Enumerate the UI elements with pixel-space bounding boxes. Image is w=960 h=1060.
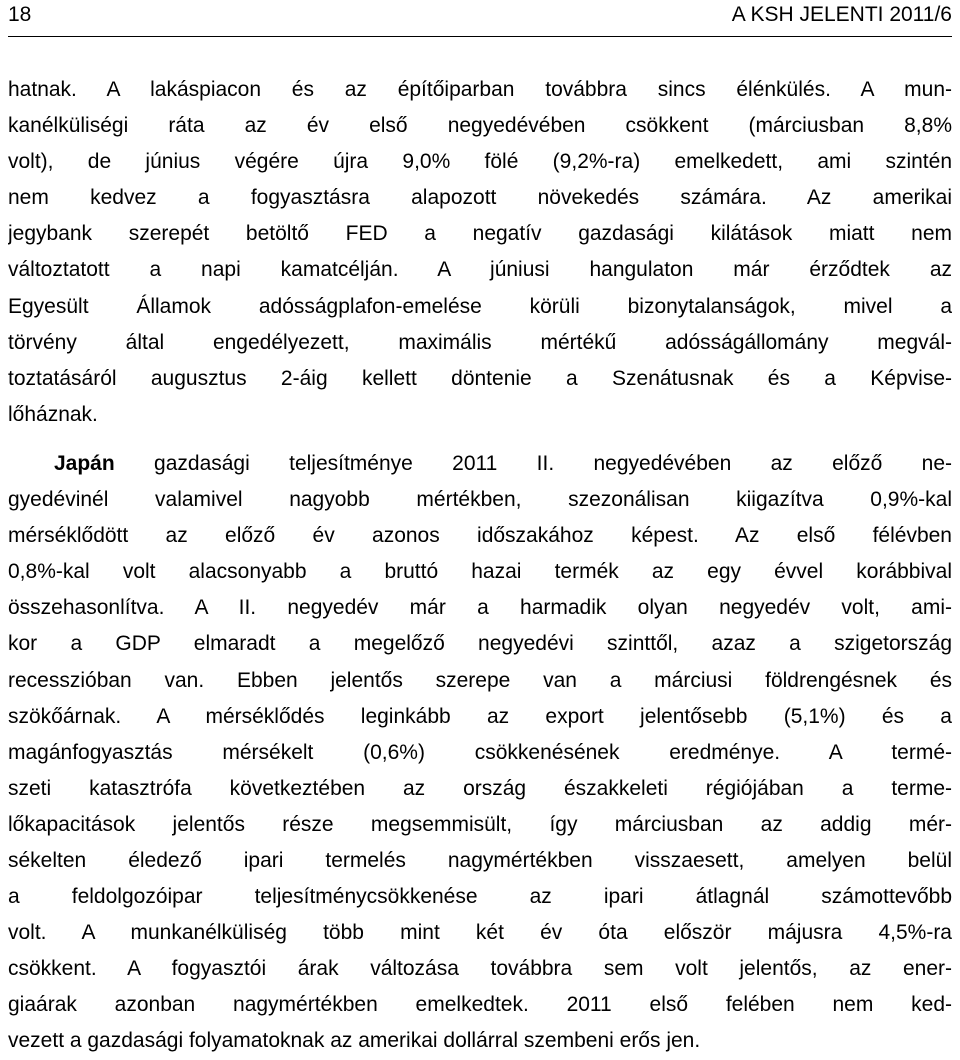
text-line: nem kedvez a fogyasztásra alapozott növekedés számára. Az amerikai: [8, 186, 952, 210]
text-line: mérséklődött az előző év azonos időszakához képest. Az első félévben: [8, 524, 952, 548]
text-line: lőkapacitások jelentős része megsemmisült, így márciusban az addig mér-: [8, 812, 952, 836]
paragraph-japan: [8, 446, 952, 1060]
text-line: magánfogyasztás mérsékelt (0,6%) csökkenésének eredménye. A termé-: [8, 740, 952, 764]
text-line: vezett a gazdasági folyamatoknak az amerikai dollárral szembeni erős jen.: [8, 1029, 701, 1053]
text-line: Egyesült Államok adósságplafon-emelése körüli bizonytalanságok, mivel a: [8, 294, 952, 318]
page-header: [8, 0, 952, 34]
text-line: összehasonlítva. A II. negyedév már a harmadik olyan negyedév volt, ami-: [8, 596, 952, 620]
text-line: recesszióban van. Ebben jelentős szerepe van a márciusi földrengésnek és: [8, 668, 952, 692]
text-line: kor a GDP elmaradt a megelőző negyedévi szinttől, azaz a szigetország: [8, 632, 952, 656]
text-line: törvény által engedélyezett, maximális mértékű adósságállomány megvál-: [8, 330, 952, 354]
text-line: szökőárnak. A mérséklődés leginkább az export jelentősebb (5,1%) és a: [8, 704, 952, 728]
text-line: toztatásáról augusztus 2-áig kellett döntenie a Szenátusnak és a Képvise-: [8, 366, 952, 390]
text-line: kanélküliségi ráta az év első negyedévében csökkent (márciusban 8,8%: [8, 114, 952, 138]
text-line: sékelten éledező ipari termelés nagymértékben visszaesett, amelyen belül: [8, 848, 952, 872]
text-line: változtatott a napi kamatcélján. A júniusi hangulaton már érződtek az: [8, 258, 952, 282]
text-line: csökkent. A fogyasztói árak változása továbbra sem volt jelentős, az ener-: [8, 957, 952, 981]
text-line: a feldolgozóipar teljesítménycsökkenése az ipari átlagnál számottevőbb: [8, 885, 952, 909]
page-number: 18: [8, 3, 32, 26]
text-line: volt), de június végére újra 9,0% fölé (9,2%-ra) emelkedett, ami szintén: [8, 150, 952, 174]
country-term: Japán: [54, 451, 115, 475]
text-line: gyedévinél valamivel nagyobb mértékben, szezonálisan kiigazítva 0,9%-kal: [8, 488, 952, 512]
text-line-rest: gazdasági teljesítménye 2011 II. negyedévében az előző ne-: [114, 451, 952, 475]
text-line: jegybank szerepét betöltő FED a negatív gazdasági kilátások miatt nem: [8, 222, 952, 246]
text-line: szeti katasztrófa következtében az ország északkeleti régiójában a terme-: [8, 776, 952, 800]
text-line: giaárak azonban nagymértékben emelkedtek. 2011 első felében nem ked-: [8, 993, 952, 1017]
header-divider: [8, 36, 952, 37]
text-line: volt. A munkanélküliség több mint két év óta először májusra 4,5%-ra: [8, 921, 952, 945]
text-line: lőháznak.: [8, 402, 98, 426]
paragraph-economy-us: [8, 72, 952, 433]
paragraph-spacer: [8, 433, 952, 446]
running-title: A KSH JELENTI 2011/6: [731, 3, 952, 26]
text-line: hatnak. A lakáspiacon és az építőiparban továbbra sincs élénkülés. A mun-: [8, 78, 952, 101]
text-line: [8, 446, 952, 482]
body-text: [8, 72, 952, 1060]
text-line: 0,8%-kal volt alacsonyabb a bruttó hazai termék az egy évvel korábbival: [8, 560, 952, 584]
